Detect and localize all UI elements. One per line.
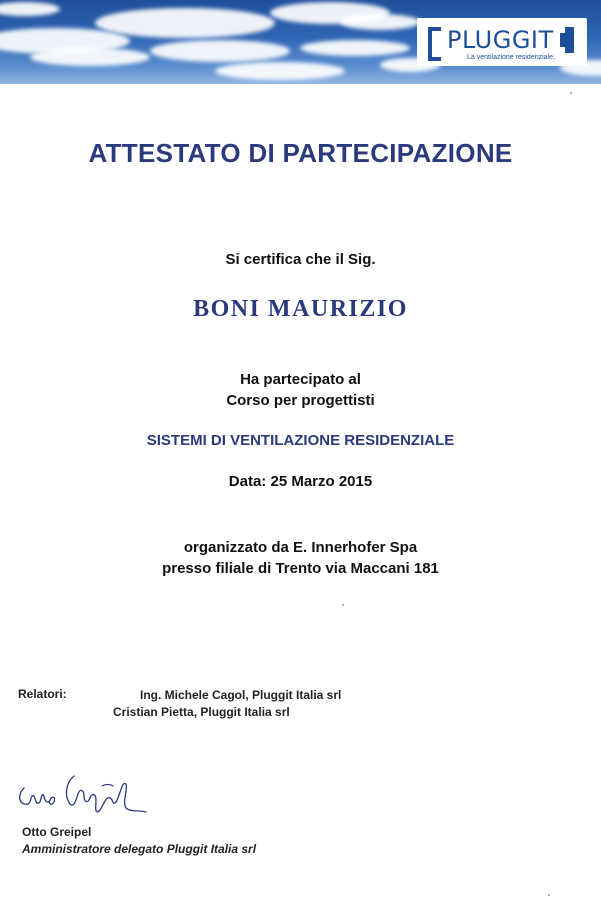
signer-role: Amministratore delegato Pluggit Italia srl xyxy=(22,842,257,856)
paper-speck xyxy=(342,604,344,606)
speakers-label: Relatori: xyxy=(18,687,67,701)
course-name: SISTEMI DI VENTILAZIONE RESIDENZIALE xyxy=(146,432,455,449)
course-date: Data: 25 Marzo 2015 xyxy=(228,473,373,490)
logo-tagline: La ventilazione residenziale. xyxy=(467,54,555,61)
logo-bracket-left-icon xyxy=(428,27,441,61)
certifies-line: Si certifica che il Sig. xyxy=(225,251,376,268)
speaker-name: Ing. Michele Cagol, Pluggit Italia srl xyxy=(140,688,342,702)
paper-speck xyxy=(548,894,550,896)
course-type: Corso per progettisti xyxy=(226,392,375,409)
handwritten-signature xyxy=(14,766,154,822)
location-line: presso filiale di Trento via Maccani 181 xyxy=(162,560,439,577)
signer-name: Otto Greipel xyxy=(22,825,92,839)
paper-speck xyxy=(570,92,572,94)
logo-bracket-right-icon xyxy=(565,27,574,53)
header-sky-banner xyxy=(0,0,601,84)
participated-line: Ha partecipato al xyxy=(240,371,361,388)
organizer-line: organizzato da E. Innerhofer Spa xyxy=(183,539,418,556)
pluggit-logo xyxy=(417,18,587,66)
recipient-name: BONI MAURIZIO xyxy=(193,296,408,322)
certificate-title: ATTESTATO DI PARTECIPAZIONE xyxy=(88,138,513,168)
speaker-name: Cristian Pietta, Pluggit Italia srl xyxy=(113,705,290,719)
logo-name: PLUGGIT xyxy=(447,26,554,54)
